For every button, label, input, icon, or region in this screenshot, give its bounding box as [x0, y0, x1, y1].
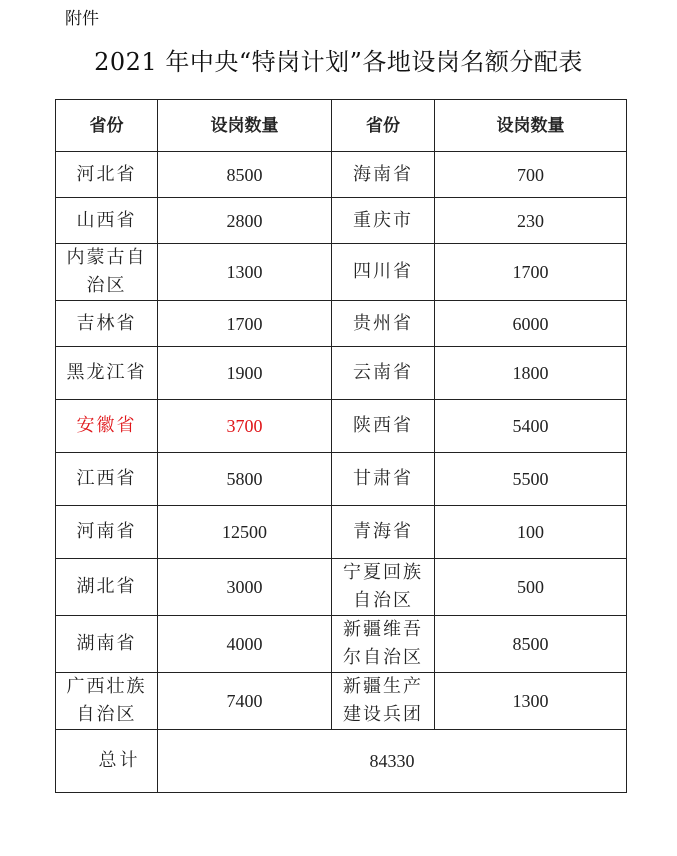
table-row-highlighted	[56, 400, 627, 453]
province-cell: 江西省	[56, 453, 158, 506]
quota-cell: 1700	[435, 244, 627, 301]
province-cell: 云南省	[332, 347, 435, 400]
table-row	[56, 198, 627, 244]
quota-cell: 7400	[158, 673, 332, 730]
province-cell: 甘肃省	[332, 453, 435, 506]
province-cell: 广西壮族自治区	[56, 673, 158, 730]
quota-table	[55, 99, 627, 793]
province-cell: 宁夏回族自治区	[332, 559, 435, 616]
quota-cell: 5400	[435, 400, 627, 453]
province-cell: 海南省	[332, 152, 435, 198]
table-row	[56, 616, 627, 673]
province-cell: 吉林省	[56, 301, 158, 347]
quota-cell: 230	[435, 198, 627, 244]
table-row	[56, 506, 627, 559]
header-quota-2: 设岗数量	[435, 100, 627, 152]
table-row	[56, 152, 627, 198]
total-value: 84330	[158, 730, 627, 793]
quota-cell: 1300	[158, 244, 332, 301]
province-cell: 四川省	[332, 244, 435, 301]
quota-cell: 5800	[158, 453, 332, 506]
province-cell: 新疆生产建设兵团	[332, 673, 435, 730]
attachment-label: 附件	[65, 9, 99, 29]
province-cell-highlighted: 安徽省	[56, 400, 158, 453]
table-row	[56, 347, 627, 400]
total-row	[56, 730, 627, 793]
quota-cell: 12500	[158, 506, 332, 559]
province-cell: 内蒙古自治区	[56, 244, 158, 301]
province-cell: 新疆维吾尔自治区	[332, 616, 435, 673]
province-cell: 青海省	[332, 506, 435, 559]
province-cell: 河北省	[56, 152, 158, 198]
table-row	[56, 244, 627, 301]
province-cell: 重庆市	[332, 198, 435, 244]
quota-cell: 1300	[435, 673, 627, 730]
header-province-2: 省份	[332, 100, 435, 152]
table-row	[56, 673, 627, 730]
total-label: 总计	[56, 730, 158, 793]
province-cell: 河南省	[56, 506, 158, 559]
table-row	[56, 301, 627, 347]
province-cell: 黑龙江省	[56, 347, 158, 400]
quota-cell: 4000	[158, 616, 332, 673]
province-cell: 贵州省	[332, 301, 435, 347]
header-province-1: 省份	[56, 100, 158, 152]
province-cell: 陕西省	[332, 400, 435, 453]
quota-cell: 5500	[435, 453, 627, 506]
table-header-row	[56, 100, 627, 152]
province-cell: 湖北省	[56, 559, 158, 616]
quota-cell: 6000	[435, 301, 627, 347]
quota-cell: 8500	[158, 152, 332, 198]
quota-cell: 1700	[158, 301, 332, 347]
quota-cell: 500	[435, 559, 627, 616]
header-quota-1: 设岗数量	[158, 100, 332, 152]
quota-cell: 3000	[158, 559, 332, 616]
table-row	[56, 559, 627, 616]
table-row	[56, 453, 627, 506]
quota-cell: 1900	[158, 347, 332, 400]
quota-cell: 2800	[158, 198, 332, 244]
quota-cell: 1800	[435, 347, 627, 400]
quota-cell: 8500	[435, 616, 627, 673]
page-title: 2021 年中央“特岗计划”各地设岗名额分配表	[94, 48, 583, 76]
province-cell: 湖南省	[56, 616, 158, 673]
province-cell: 山西省	[56, 198, 158, 244]
quota-cell: 100	[435, 506, 627, 559]
quota-cell: 700	[435, 152, 627, 198]
quota-cell-highlighted: 3700	[158, 400, 332, 453]
